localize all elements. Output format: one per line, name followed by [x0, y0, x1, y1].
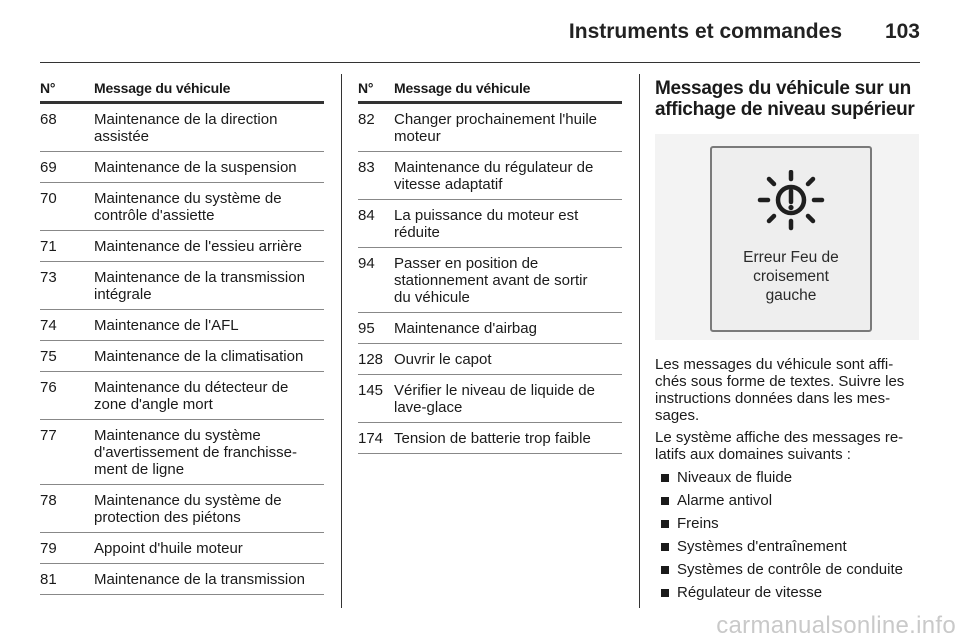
hud-message-text: Erreur Feu de croisement gauche [743, 249, 839, 304]
message-text: Maintenance de la direction assistée [94, 111, 278, 145]
column-header-message: Message du véhicule [94, 80, 231, 96]
column-header-number: N° [40, 80, 56, 96]
watermark: carmanualsonline.info [716, 612, 956, 639]
table-row [358, 152, 622, 200]
bullet-square-icon [661, 589, 669, 597]
message-number: 73 [40, 269, 57, 286]
table-row [40, 231, 324, 262]
message-number: 79 [40, 540, 57, 557]
bullet-square-icon [661, 520, 669, 528]
message-text: Ouvrir le capot [394, 351, 492, 368]
list-item [655, 469, 923, 486]
message-text: Maintenance de la suspension [94, 159, 297, 176]
list-item-text: Niveaux de fluide [677, 469, 793, 486]
list-item-text: Systèmes de contrôle de conduite [677, 561, 903, 578]
column-divider [341, 74, 342, 608]
list-item [655, 515, 923, 532]
message-number: 78 [40, 492, 57, 509]
message-text: Maintenance du régulateur de vitesse adaptatif [394, 159, 594, 193]
list-item [655, 492, 923, 509]
message-text: Passer en position de stationnement avant de sortir du véhicule [394, 255, 588, 306]
table-row [358, 200, 622, 248]
list-item-text: Freins [677, 515, 719, 532]
message-number: 75 [40, 348, 57, 365]
table-row [40, 310, 324, 341]
table-row [40, 341, 324, 372]
table-row [358, 375, 622, 423]
message-table-right [358, 80, 622, 454]
table-row [40, 262, 324, 310]
chapter-title: Instruments et commandes [568, 20, 842, 43]
message-number: 94 [358, 255, 375, 272]
hud-display-panel [710, 146, 872, 332]
table-row [40, 183, 324, 231]
message-number: 82 [358, 111, 375, 128]
table-row [358, 248, 622, 313]
column-divider [639, 74, 640, 608]
message-number: 77 [40, 427, 57, 444]
bullet-square-icon [661, 474, 669, 482]
message-text: Maintenance de l'essieu arrière [94, 238, 302, 255]
list-item [655, 538, 923, 555]
column-header-number: N° [358, 80, 374, 96]
page-number: 103 [884, 20, 920, 43]
list-item [655, 584, 923, 601]
bullet-square-icon [661, 566, 669, 574]
message-number: 76 [40, 379, 57, 396]
column-header-message: Message du véhicule [394, 80, 531, 96]
table-row [40, 533, 324, 564]
message-text: Maintenance de l'AFL [94, 317, 239, 334]
table-row [40, 152, 324, 183]
table-row [40, 564, 324, 595]
message-text: Changer prochainement l'huile moteur [394, 111, 597, 145]
page-header [40, 0, 920, 63]
message-text: Maintenance du système de contrôle d'assiette [94, 190, 282, 224]
message-text: Maintenance de la transmission intégrale [94, 269, 305, 303]
message-number: 174 [358, 430, 384, 447]
message-number: 70 [40, 190, 57, 207]
message-number: 95 [358, 320, 375, 337]
section-heading: Messages du véhicule sur un affichage de niveau supérieur [655, 78, 915, 120]
message-number: 84 [358, 207, 375, 224]
message-text: Maintenance du système de protection des piétons [94, 492, 282, 526]
message-text: Appoint d'huile moteur [94, 540, 243, 557]
paragraph: Les messages du véhicule sont affi- chés sous forme de textes. Suivre les instructions données dans les mes- sages. [655, 356, 905, 424]
table-row [40, 485, 324, 533]
message-number: 71 [40, 238, 57, 255]
message-number: 74 [40, 317, 57, 334]
bullet-square-icon [661, 497, 669, 505]
message-text: Maintenance du système d'avertissement de franchisse- ment de ligne [94, 427, 297, 478]
table-header [358, 80, 622, 104]
hud-messages-section [655, 78, 923, 607]
table-row [358, 423, 622, 454]
message-number: 83 [358, 159, 375, 176]
message-text: Maintenance d'airbag [394, 320, 537, 337]
message-text: Maintenance de la transmission [94, 571, 305, 588]
domain-list [655, 469, 923, 601]
table-body [40, 104, 324, 595]
message-number: 69 [40, 159, 57, 176]
message-text: Maintenance de la climatisation [94, 348, 304, 365]
exterior-light-warning-icon [756, 170, 826, 234]
message-table-left [40, 80, 324, 595]
paragraph: Le système affiche des messages re- latifs aux domaines suivants : [655, 429, 904, 463]
list-item-text: Systèmes d'entraînement [677, 538, 847, 555]
table-row [358, 104, 622, 152]
table-header [40, 80, 324, 104]
list-item-text: Régulateur de vitesse [677, 584, 823, 601]
table-row [358, 313, 622, 344]
message-number: 68 [40, 111, 57, 128]
message-text: Tension de batterie trop faible [394, 430, 591, 447]
table-row [40, 372, 324, 420]
table-row [40, 420, 324, 485]
message-text: La puissance du moteur est réduite [394, 207, 579, 241]
list-item [655, 561, 923, 578]
message-number: 81 [40, 571, 57, 588]
message-text: Maintenance du détecteur de zone d'angle mort [94, 379, 289, 413]
table-row [40, 104, 324, 152]
message-text: Vérifier le niveau de liquide de lave-glace [394, 382, 595, 416]
table-row [358, 344, 622, 375]
message-number: 128 [358, 351, 384, 368]
hud-figure [655, 134, 919, 340]
bullet-square-icon [661, 543, 669, 551]
table-body [358, 104, 622, 454]
list-item-text: Alarme antivol [677, 492, 773, 509]
message-number: 145 [358, 382, 384, 399]
